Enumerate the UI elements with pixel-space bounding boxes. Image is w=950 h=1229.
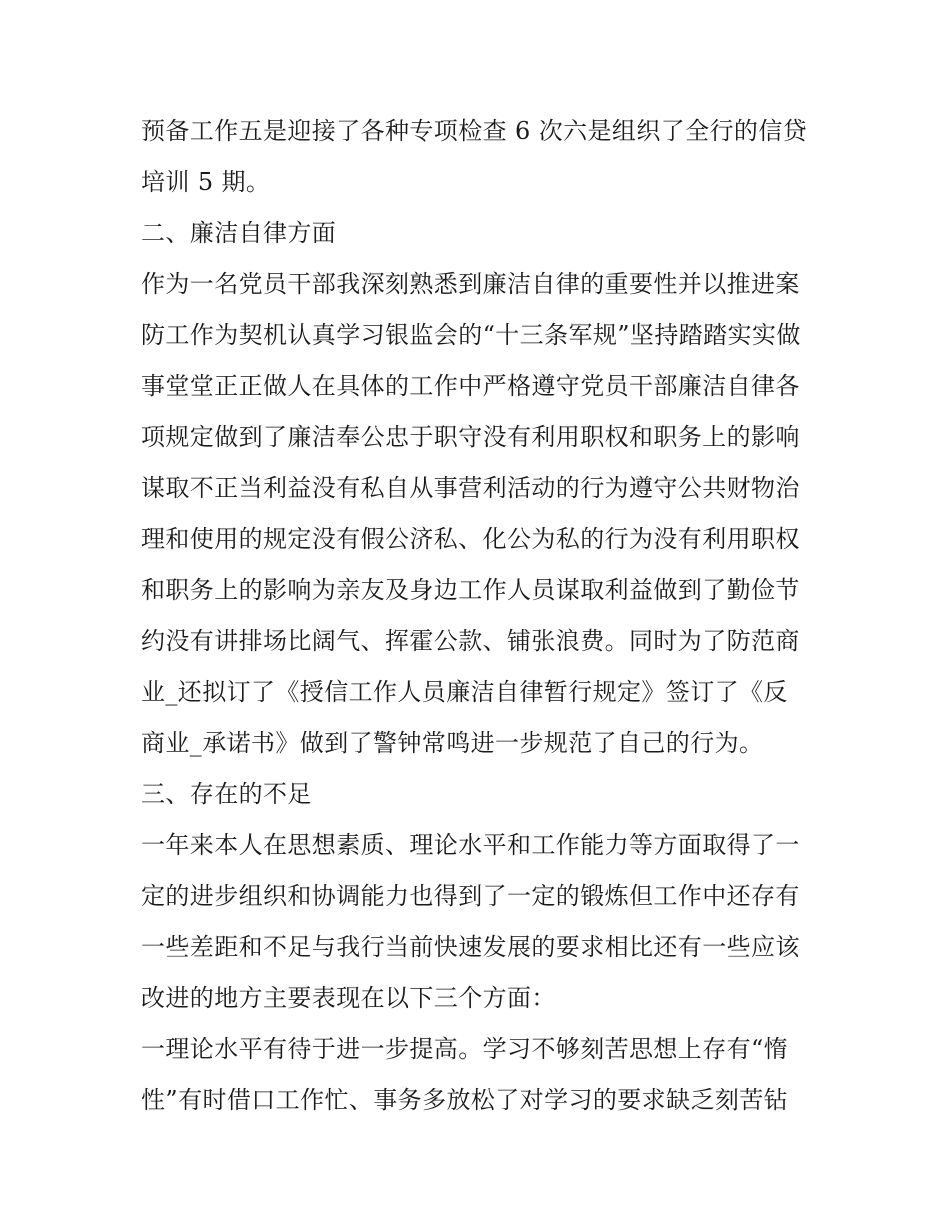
text-line: 培训 5 期。: [141, 168, 271, 196]
text-line: 谋取不正当利益没有私自从事营利活动的行为遵守公共财物治: [141, 474, 800, 502]
text-line: 性”有时借口工作忙、事务多放松了对学习的要求缺乏刻苦钻: [141, 1086, 789, 1114]
text-line: 理和使用的规定没有假公济私、化公为私的行为没有利用职权: [141, 525, 800, 553]
text-line: 业_还拟订了《授信工作人员廉洁自律暂行规定》签订了《反: [141, 678, 788, 706]
text-line: 定的进步组织和协调能力也得到了一定的锻炼但工作中还存有: [141, 882, 800, 910]
text-line: 一年来本人在思想素质、理论水平和工作能力等方面取得了一: [141, 831, 800, 859]
text-line: 一些差距和不足与我行当前快速发展的要求相比还有一些应该: [141, 933, 800, 961]
text-line: 防工作为契机认真学习银监会的“十三条军规”坚持踏踏实实做: [141, 321, 801, 349]
text-line: 预备工作五是迎接了各种专项检查 6 次六是组织了全行的信贷: [141, 117, 808, 145]
text-line: 改进的地方主要表现在以下三个方面：: [141, 984, 556, 1012]
section-heading: 三、存在的不足: [141, 780, 312, 808]
text-line: 项规定做到了廉洁奉公忠于职守没有利用职权和职务上的影响: [141, 423, 800, 451]
text-line: 作为一名党员干部我深刻熟悉到廉洁自律的重要性并以推进案: [141, 270, 800, 298]
text-line: 商业_承诺书》做到了警钟常鸣进一步规范了自己的行为。: [141, 729, 764, 757]
text-line: 一理论水平有待于进一步提高。学习不够刻苦思想上存有“惰: [141, 1035, 789, 1063]
section-heading: 二、廉洁自律方面: [141, 219, 337, 247]
text-line: 约没有讲排场比阔气、挥霍公款、铺张浪费。同时为了防范商: [141, 627, 800, 655]
text-line: 事堂堂正正做人在具体的工作中严格遵守党员干部廉洁自律各: [141, 372, 800, 400]
text-line: 和职务上的影响为亲友及身边工作人员谋取利益做到了勤俭节: [141, 576, 800, 604]
document-body: [141, 106, 813, 1126]
